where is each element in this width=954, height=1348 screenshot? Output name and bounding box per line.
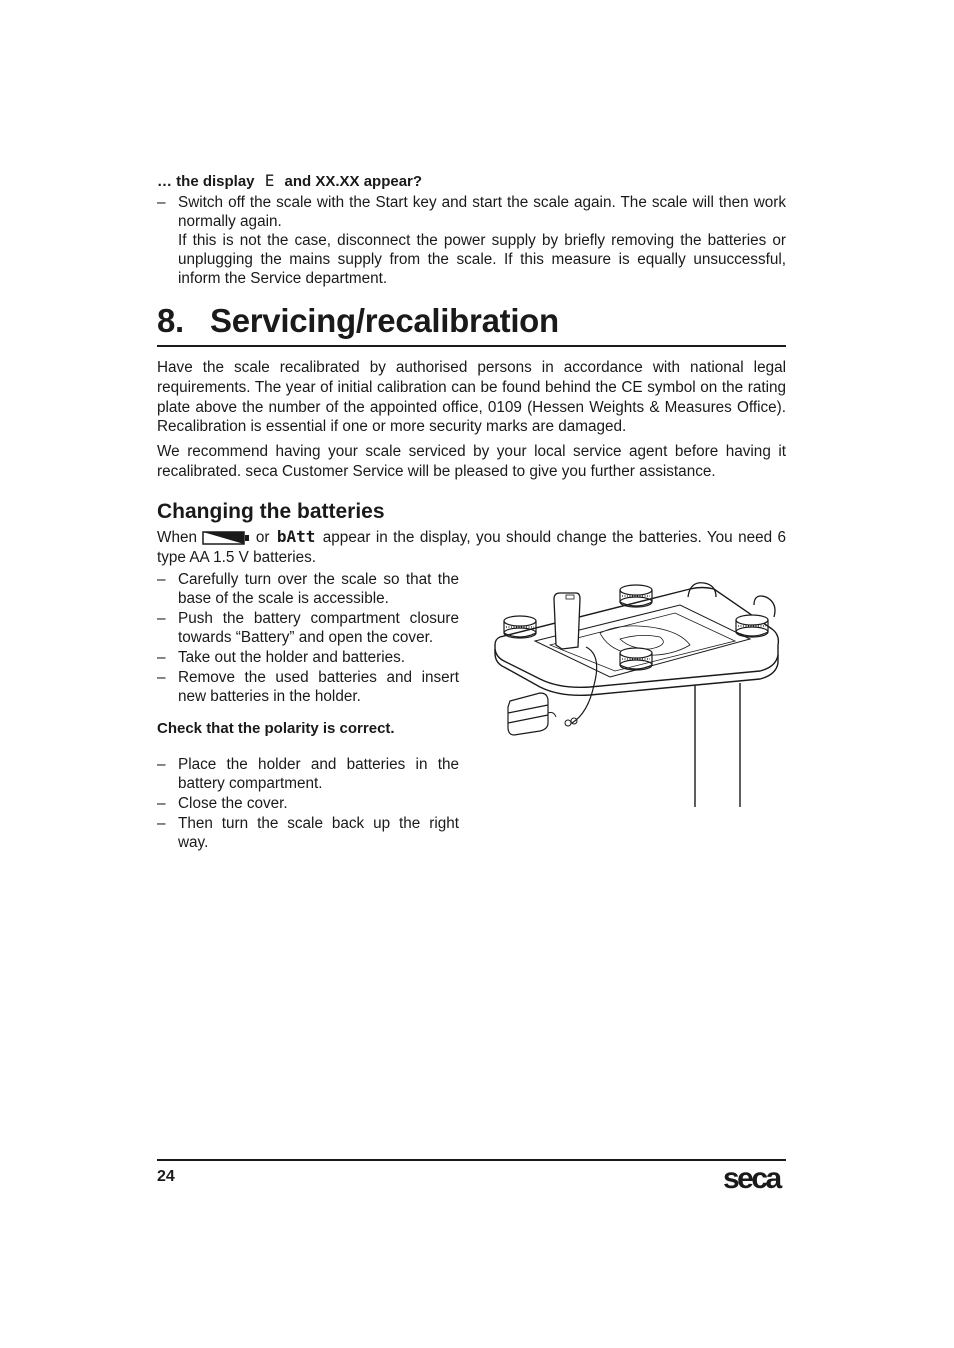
service-paragraph: We recommend having your scale serviced by your local service agent before having it recalibrated. seca Customer Service will be pleased to give you further assistance. <box>157 443 786 480</box>
step-item <box>157 609 459 649</box>
heading-suffix: and XX.XX appear? <box>284 173 423 190</box>
dash-bullet: – <box>157 756 166 773</box>
section-heading <box>157 302 559 340</box>
intro-when: When <box>157 529 197 546</box>
scale-battery-illustration <box>490 575 790 810</box>
batteries-intro <box>157 527 786 568</box>
battery-pack <box>508 693 577 735</box>
section-rule <box>157 345 786 347</box>
troubleshoot-instruction: Switch off the scale with the Start key and start the scale again. The scale will then work normally again. <box>178 194 786 230</box>
troubleshoot-item <box>157 193 786 289</box>
dash-bullet: – <box>157 194 166 211</box>
low-battery-icon <box>202 531 250 545</box>
step-text: Close the cover. <box>178 795 288 812</box>
polarity-note: Check that the polarity is correct. <box>157 720 395 737</box>
step-item <box>157 570 459 610</box>
dash-bullet: – <box>157 610 166 627</box>
dash-bullet: – <box>157 649 166 666</box>
step-text: Take out the holder and batteries. <box>178 649 406 666</box>
step-item <box>157 648 459 668</box>
step-text: Place the holder and batteries in the battery compartment. <box>178 756 459 792</box>
intro-rest: appear in the display, you should change the batteries. You need 6 type AA 1.5 V batteries. <box>157 529 787 566</box>
section-title: Servicing/recalibration <box>210 302 559 339</box>
dash-bullet: – <box>157 669 166 686</box>
dash-bullet: – <box>157 815 166 832</box>
step-text: Then turn the scale back up the right way. <box>178 815 459 851</box>
recalibration-paragraph: Have the scale recalibrated by authorised persons in accordance with national legal requirements. The year of initial calibration can be found behind the CE symbol on the rating plate above the number of the appointed office, 0109 (Hessen Weights & Measures Office). Recalibration is essential if one or more security marks are damaged. <box>157 359 786 436</box>
step-item <box>157 814 459 854</box>
step-text: Carefully turn over the scale so that the base of the scale is accessible. <box>178 571 459 607</box>
intro-or: or <box>255 529 270 546</box>
batt-display-symbol: bAtt <box>276 527 316 546</box>
dash-bullet: – <box>157 795 166 812</box>
troubleshoot-item-text <box>178 193 786 288</box>
page-number: 24 <box>157 1168 175 1185</box>
section-number: 8. <box>157 302 184 339</box>
step-text: Remove the used batteries and insert new batteries in the holder. <box>178 669 459 705</box>
dash-bullet: – <box>157 571 166 588</box>
step-item <box>157 668 459 708</box>
step-item <box>157 755 459 795</box>
troubleshoot-fallback: If this is not the case, disconnect the power supply by briefly removing the batteries or unplugging the mains supply from the scale. If this measure is equally unsuccessful, inform the Service department. <box>178 232 786 287</box>
troubleshoot-heading <box>157 171 422 190</box>
step-item <box>157 794 459 814</box>
brand-logo: seca <box>723 1162 780 1195</box>
batteries-heading: Changing the batteries <box>157 500 385 523</box>
display-error-symbol: E <box>264 171 275 190</box>
heading-prefix: … the display <box>157 173 255 190</box>
step-text: Push the battery compartment closure towards “Battery” and open the cover. <box>178 610 459 646</box>
footer-rule <box>157 1159 786 1161</box>
